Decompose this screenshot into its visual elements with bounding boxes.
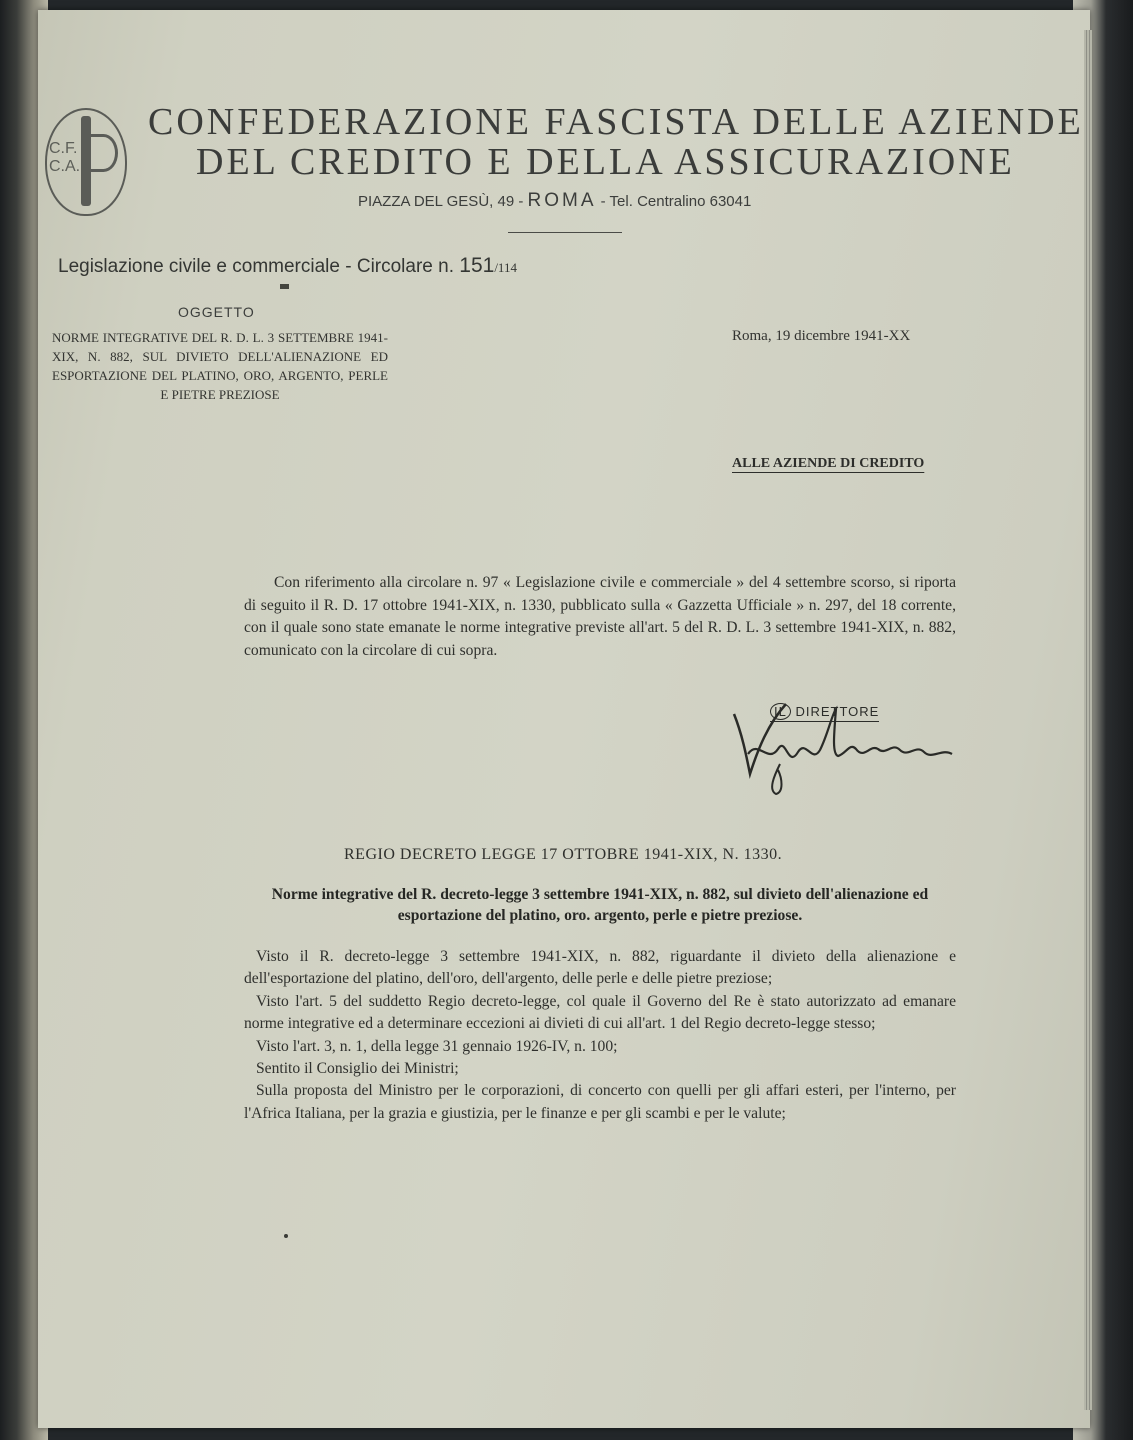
oggetto-text: NORME INTEGRATIVE DEL R. D. L. 3 SETTEMBRE 1941-XIX, N. 882, SUL DIVIETO DELL'ALIENAZIONE ED ESPORTAZIONE DEL PLATINO, ORO, ARGENTO, PERLE E PIETRE PREZIOSE — [52, 330, 388, 402]
address-street: PIAZZA DEL GESÙ, 49 - — [358, 193, 528, 210]
addressee: ALLE AZIENDE DI CREDITO — [732, 456, 925, 471]
decree-paragraph: Sentito il Consiglio dei Ministri; — [256, 1060, 459, 1078]
letterhead-line-2: DEL CREDITO E DELLA ASSICURAZIONE — [196, 141, 1015, 183]
decree-title: REGIO DECRETO LEGGE 17 OTTOBRE 1941-XIX, N. 1330. — [344, 846, 783, 863]
letterhead-divider — [508, 232, 622, 233]
letterhead-line-1: CONFEDERAZIONE FASCISTA DELLE AZIENDE — [148, 101, 1084, 143]
address-city: ROMA — [527, 190, 597, 211]
oggetto-label: OGGETTO — [178, 304, 255, 320]
ink-dot — [284, 1234, 288, 1238]
signature-title-rest: DIRETTORE — [790, 704, 880, 719]
decree-paragraph: Sulla proposta del Ministro per le corporazioni, di concerto con quelli per gli affari esteri, per l'interno, per l'Africa Italiana, per la grazia e giustizia, per le finanze e per gli scambi e per le valute; — [244, 1082, 956, 1122]
intro-paragraph: Con riferimento alla circolare n. 97 « Legislazione civile e commerciale » del 4 settembre scorso, si riporta di seguito il R. D. 17 ottobre 1941-XIX, n. 1330, pubblicato sulla « Gazzetta Ufficiale » n. 297, del 18 corrente, con il quale sono state emanate le norme integrative previste all'art. 5 del R. D. L. 3 settembre 1941-XIX, n. 882, comunicato con la circolare di cui sopra. — [244, 574, 956, 659]
confederation-seal-icon — [45, 108, 127, 216]
decree-paragraph: Visto l'art. 3, n. 1, della legge 31 gennaio 1926-IV, n. 100; — [256, 1037, 618, 1055]
mark-dash — [280, 284, 289, 289]
signature-title — [770, 704, 879, 722]
circolare-number: 151 — [459, 254, 495, 277]
decree-subtitle: Norme integrative del R. decreto-legge 3 settembre 1941-XIX, n. 882, sul divieto dell'alienazione ed esportazione del platino, oro. argento, perle e pietre preziose. — [271, 886, 929, 924]
circolare-subnumber: /114 — [494, 260, 517, 275]
address-phone: - Tel. Centralino 63041 — [596, 193, 752, 210]
letter-date: Roma, 19 dicembre 1941-XX — [732, 328, 911, 344]
circolare-reference — [58, 254, 517, 278]
decree-paragraph: Visto il R. decreto-legge 3 settembre 1941-XIX, n. 882, riguardante il divieto della alienazione e dell'esportazione del platino, dell'oro, dell'argento, delle perle e delle pietre preziose; — [244, 948, 956, 988]
circolare-label: Legislazione civile e commerciale - Circolare n. — [58, 256, 460, 277]
signature-title-il: IL — [770, 703, 791, 720]
page-stack-edge — [1084, 30, 1092, 1410]
decree-paragraph: Visto l'art. 5 del suddetto Regio decreto-legge, col quale il Governo del Re è stato autorizzato ad emanare norme integrative ed a determinare eccezioni ai divieti di cui all'art. 1 del Regio decreto-legge stesso; — [244, 992, 956, 1033]
letterhead-address — [358, 190, 751, 212]
decree-body — [244, 946, 956, 1125]
seal-text: C.F. C.A. — [49, 140, 81, 175]
axe-icon — [89, 134, 118, 172]
